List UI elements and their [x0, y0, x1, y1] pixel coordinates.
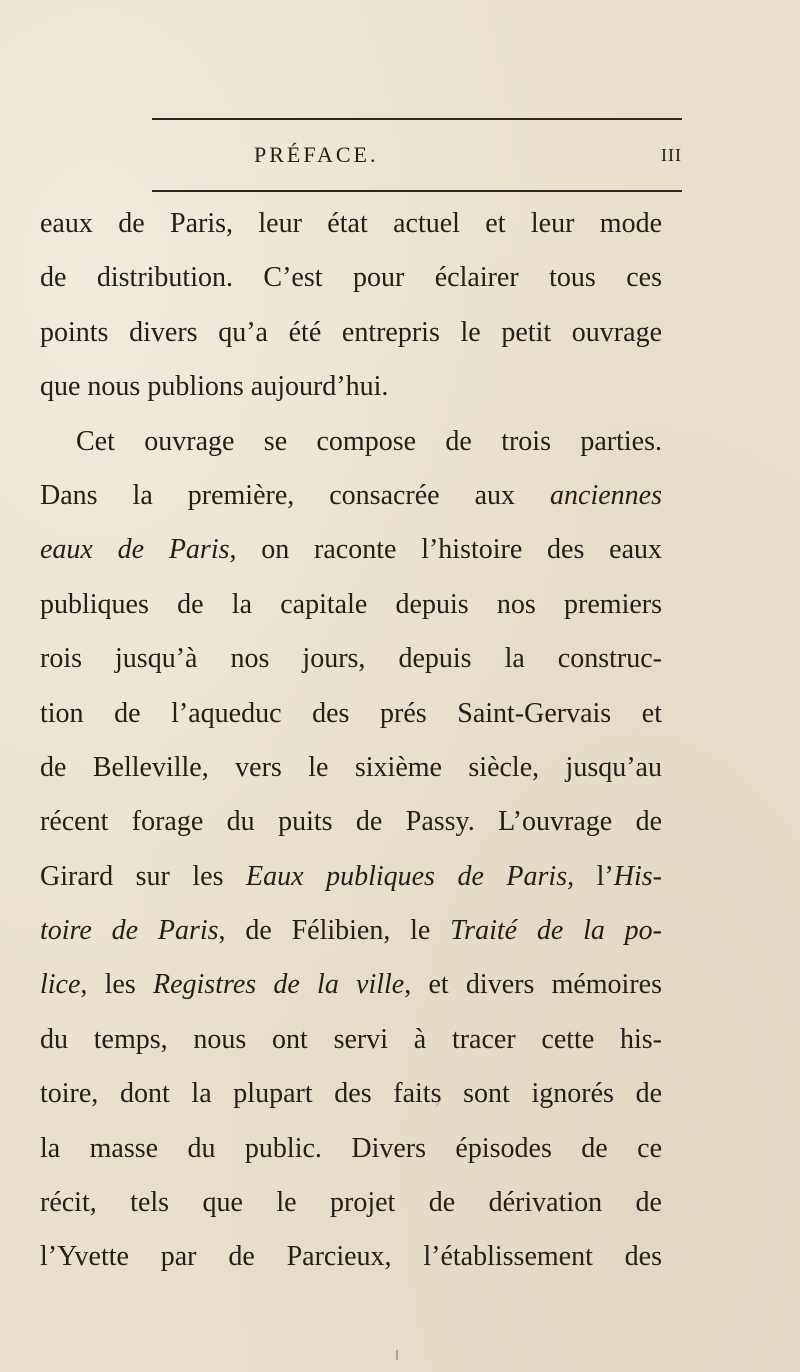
- header-rule-bottom: [152, 190, 682, 192]
- text-line-paragraph-end: que nous publions aujourd’hui.: [40, 371, 389, 403]
- text-line-paragraph-start: Cet ouvrage se compose de trois parties.: [76, 425, 662, 457]
- text-line: de Belleville, vers le sixième siècle, jusqu’au: [40, 751, 662, 783]
- page-number: III: [661, 145, 682, 165]
- text-line: points divers qu’a été entrepris le petit ouvrage: [40, 316, 662, 348]
- text-line: l’Yvette par de Parcieux, l’établissement des: [40, 1241, 662, 1273]
- text-line: Girard sur les Eaux publiques de Paris, l’His-: [40, 860, 662, 892]
- running-head: [152, 138, 682, 172]
- header-rule-top: [152, 118, 682, 120]
- text-line: Dans la première, consacrée aux anciennes: [40, 479, 662, 511]
- text-line: toire, dont la plupart des faits sont ignorés de: [40, 1078, 662, 1110]
- text-line: eaux de Paris, leur état actuel et leur mode: [40, 208, 662, 239]
- text-line: publiques de la capitale depuis nos premiers: [40, 588, 662, 620]
- body-text: [40, 197, 662, 1285]
- paper-blemish: [396, 1350, 398, 1360]
- running-head-title: PRÉFACE.: [254, 142, 379, 167]
- text-line: eaux de Paris, on raconte l’histoire des eaux: [40, 534, 662, 566]
- text-line: lice, les Registres de la ville, et divers mémoires: [40, 969, 662, 1001]
- text-line: récent forage du puits de Passy. L’ouvrage de: [40, 806, 662, 838]
- text-line: tion de l’aqueduc des prés Saint-Gervais et: [40, 697, 662, 729]
- text-line: du temps, nous ont servi à tracer cette his-: [40, 1023, 662, 1055]
- text-line: toire de Paris, de Félibien, le Traité de la po-: [40, 915, 662, 947]
- text-line: de distribution. C’est pour éclairer tous ces: [40, 262, 662, 294]
- text-line: rois jusqu’à nos jours, depuis la construc-: [40, 643, 662, 675]
- text-line: la masse du public. Divers épisodes de ce: [40, 1132, 662, 1164]
- text-line: récit, tels que le projet de dérivation de: [40, 1187, 662, 1219]
